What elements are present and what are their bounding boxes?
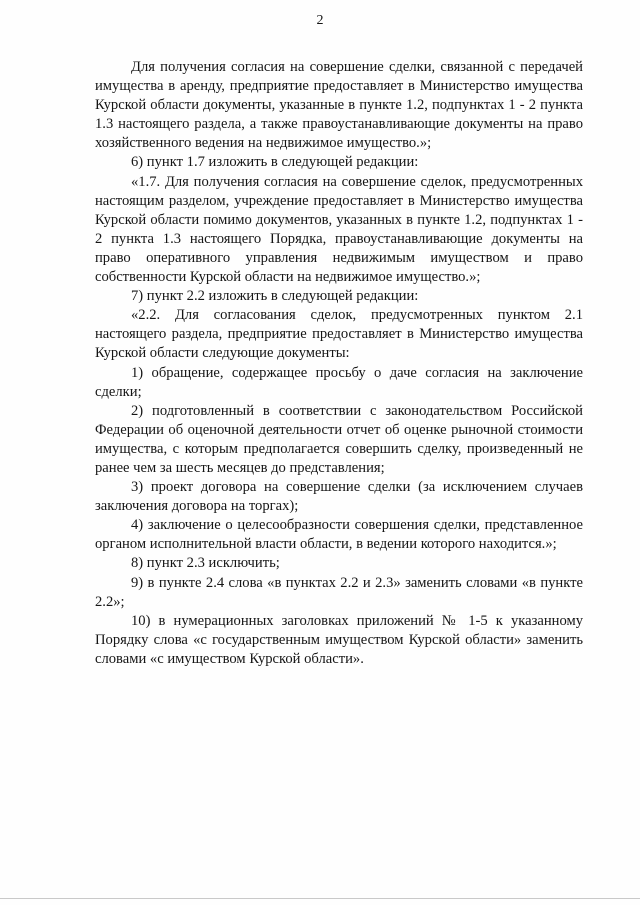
paragraph-clause-2-2: «2.2. Для согласования сделок, предусмотренных пунктом 2.1 настоящего раздела, предприятие предоставляет в Министерство имущества Курской области следующие документы: xyxy=(95,307,583,362)
paragraph-item-6: 6) пункт 1.7 изложить в следующей редакции: xyxy=(131,154,419,171)
paragraph-lease-consent: Для получения согласия на совершение сделки, связанной с передачей имущества в аренду, предприятие предоставляет в Министерство имущества Курской области документы, указанные в пункте 1.2, подпунктах 1 - 2 пункта 1.3 настоящего раздела, а также правоустанавливающие документы на право хозяйственного ведения на недвижимое имущество.»; xyxy=(95,59,583,152)
document-body xyxy=(95,58,583,669)
page-number: 2 xyxy=(316,13,324,28)
paragraph-clause-1-7: «1.7. Для получения согласия на совершение сделок, предусмотренных настоящим разделом, учреждение предоставляет в Министерство имущества Курской области помимо документов, указанных в пункте 1.2, подпунктах 1 - 2 пункта 1.3 настоящего Порядка, правоустанавливающие документы на право оперативного управления недвижимым имуществом и право собственности Курской области на недвижимое имущество.»; xyxy=(95,173,583,286)
paragraph-doc-4: 4) заключение о целесообразности совершения сделки, представленное органом исполнительной власти области, в ведении которого находится.»; xyxy=(95,517,583,553)
paragraph-doc-1: 1) обращение, содержащее просьбу о даче согласия на заключение сделки; xyxy=(95,364,583,400)
paragraph-item-9: 9) в пункте 2.4 слова «в пунктах 2.2 и 2.3» заменить словами «в пункте 2.2»; xyxy=(95,574,583,610)
paragraph-item-7: 7) пункт 2.2 изложить в следующей редакции: xyxy=(131,288,419,305)
paragraph-item-10: 10) в нумерационных заголовках приложений № 1-5 к указанному Порядку слова «с государственным имуществом Курской области» заменить словами «с имуществом Курской области». xyxy=(95,612,583,667)
paragraph-doc-2: 2) подготовленный в соответствии с законодательством Российской Федерации об оценочной деятельности отчет об оценке рыночной стоимости имущества, с которым предполагается совершить сделку, произведенный не ранее чем за шесть месяцев до представления; xyxy=(95,402,583,476)
scan-edge-line xyxy=(0,898,640,899)
paragraph-item-8: 8) пункт 2.3 исключить; xyxy=(131,555,280,572)
paragraph-doc-3: 3) проект договора на совершение сделки (за исключением случаев заключения договора на торгах); xyxy=(95,479,583,515)
